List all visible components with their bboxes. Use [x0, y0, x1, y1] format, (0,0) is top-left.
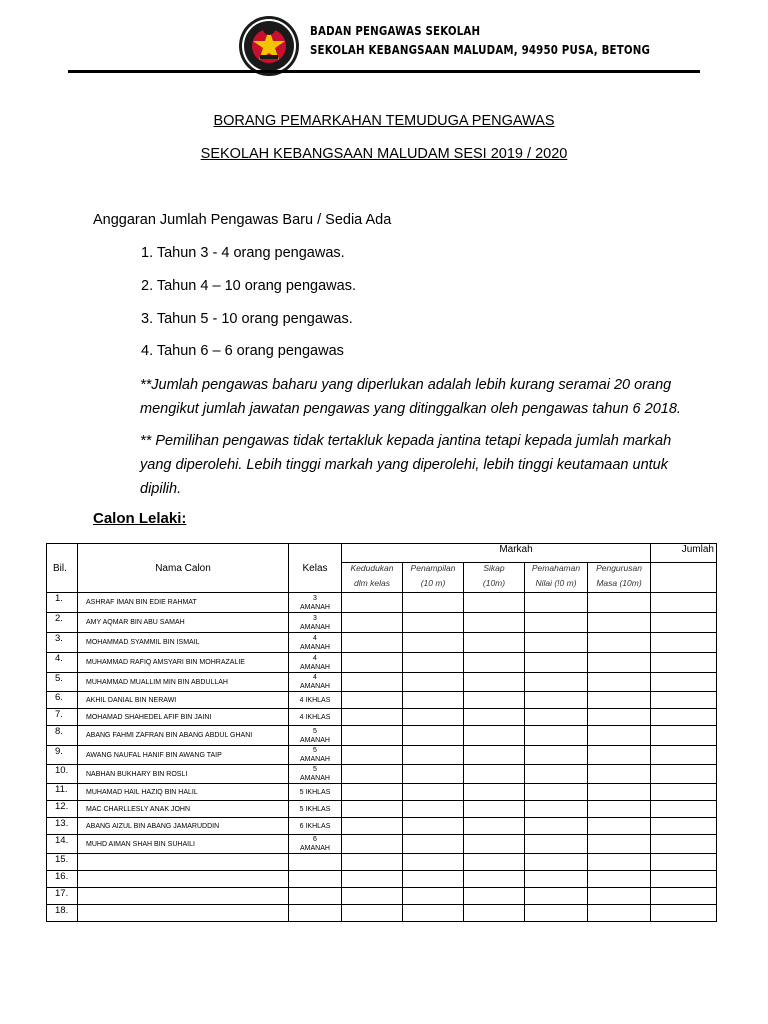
score-cell[interactable]: [464, 746, 525, 765]
row-kelas: [289, 613, 342, 633]
score-cell[interactable]: [464, 765, 525, 784]
score-cell[interactable]: [588, 871, 651, 888]
score-cell[interactable]: [525, 905, 588, 922]
score-cell[interactable]: [342, 653, 403, 673]
sub-pengurusan: Pengurusan: [588, 563, 651, 578]
score-cell[interactable]: [403, 692, 464, 709]
row-kelas: [289, 709, 342, 726]
score-cell[interactable]: [403, 888, 464, 905]
kelas-line-1: 4 IKHLAS: [299, 696, 331, 704]
table-row: [47, 653, 717, 673]
score-cell[interactable]: [525, 888, 588, 905]
score-cell[interactable]: [342, 871, 403, 888]
score-cell[interactable]: [651, 726, 717, 746]
sub-pengurusan-2: Masa (10m): [588, 578, 651, 593]
score-cell[interactable]: [342, 692, 403, 709]
jumlah-blank: [651, 563, 717, 593]
kelas-line-2: AMANAH: [300, 756, 330, 763]
score-cell[interactable]: [464, 854, 525, 871]
table-row: [47, 746, 717, 765]
score-cell[interactable]: [342, 854, 403, 871]
kelas-line-2: AMANAH: [300, 663, 330, 671]
score-cell[interactable]: [464, 726, 525, 746]
score-cell[interactable]: [403, 673, 464, 692]
score-cell[interactable]: [403, 746, 464, 765]
score-cell[interactable]: [588, 709, 651, 726]
intro-text: Anggaran Jumlah Pengawas Baru / Sedia Ada: [93, 212, 392, 228]
row-bil: 2.: [47, 613, 78, 633]
score-cell[interactable]: [464, 784, 525, 801]
row-bil: 10.: [47, 765, 78, 784]
kelas-line-1: 5 IKHLAS: [299, 805, 331, 813]
score-cell[interactable]: [525, 746, 588, 765]
score-cell[interactable]: [403, 726, 464, 746]
kelas-line-1: 4 IKHLAS: [299, 713, 331, 721]
table-row: [47, 709, 717, 726]
score-cell[interactable]: [525, 692, 588, 709]
score-cell[interactable]: [464, 709, 525, 726]
kelas-line-1: 5: [313, 747, 317, 754]
row-bil: 15.: [47, 854, 78, 871]
score-cell[interactable]: [651, 613, 717, 633]
score-cell[interactable]: [403, 633, 464, 653]
kelas-line-1: 4: [313, 634, 317, 642]
header-bil: Bil.: [47, 544, 78, 593]
row-bil: 12.: [47, 801, 78, 818]
row-nama: [78, 854, 289, 871]
table-row: [47, 801, 717, 818]
row-nama: ABANG AIZUL BIN ABANG JAMARUDDIN: [78, 818, 289, 835]
row-kelas: [289, 854, 342, 871]
score-cell[interactable]: [342, 673, 403, 692]
scoring-table: [46, 543, 717, 922]
table-row: [47, 593, 717, 613]
score-cell[interactable]: [651, 673, 717, 692]
row-bil: 7.: [47, 709, 78, 726]
row-kelas: [289, 835, 342, 854]
kelas-line-1: 5: [313, 727, 317, 735]
score-cell[interactable]: [525, 854, 588, 871]
score-cell[interactable]: [403, 871, 464, 888]
score-cell[interactable]: [588, 854, 651, 871]
score-cell[interactable]: [651, 784, 717, 801]
score-cell[interactable]: [342, 726, 403, 746]
row-kelas: [289, 801, 342, 818]
score-cell[interactable]: [588, 653, 651, 673]
row-kelas: [289, 818, 342, 835]
score-cell[interactable]: [403, 784, 464, 801]
row-bil: 11.: [47, 784, 78, 801]
row-bil: 9.: [47, 746, 78, 765]
row-kelas: [289, 593, 342, 613]
row-kelas: [289, 888, 342, 905]
score-cell[interactable]: [651, 633, 717, 653]
row-bil: 18.: [47, 905, 78, 922]
kelas-line-1: 5: [313, 766, 317, 773]
score-cell[interactable]: [464, 871, 525, 888]
row-bil: 1.: [47, 593, 78, 613]
score-cell[interactable]: [588, 613, 651, 633]
list-item: 4. Tahun 6 – 6 orang pengawas: [141, 343, 344, 359]
score-cell[interactable]: [464, 801, 525, 818]
form-subtitle: SEKOLAH KEBANGSAAN MALUDAM SESI 2019 / 2020: [200, 146, 568, 162]
score-cell[interactable]: [588, 673, 651, 692]
score-cell[interactable]: [525, 801, 588, 818]
score-cell[interactable]: [588, 801, 651, 818]
score-cell[interactable]: [342, 765, 403, 784]
score-cell[interactable]: [525, 709, 588, 726]
table-row: [47, 633, 717, 653]
sub-pemahaman-2: Nilai (!0 m): [525, 578, 588, 593]
score-cell[interactable]: [403, 765, 464, 784]
score-cell[interactable]: [525, 653, 588, 673]
score-cell[interactable]: [403, 593, 464, 613]
score-cell[interactable]: [588, 888, 651, 905]
score-cell[interactable]: [342, 746, 403, 765]
row-kelas: [289, 784, 342, 801]
row-kelas: [289, 673, 342, 692]
sub-penampilan: Penampilan: [403, 563, 464, 578]
sub-sikap-2: (10m): [464, 578, 525, 593]
score-cell[interactable]: [651, 818, 717, 835]
sub-sikap: Sikap: [464, 563, 525, 578]
table-row: [47, 692, 717, 709]
score-cell[interactable]: [403, 854, 464, 871]
score-cell[interactable]: [525, 593, 588, 613]
row-bil: 8.: [47, 726, 78, 746]
row-bil: 13.: [47, 818, 78, 835]
row-nama: MUHD AIMAN SHAH BIN SUHAILI: [78, 835, 289, 854]
score-cell[interactable]: [525, 633, 588, 653]
row-kelas: [289, 746, 342, 765]
table-row: [47, 613, 717, 633]
score-cell[interactable]: [342, 709, 403, 726]
score-cell[interactable]: [588, 593, 651, 613]
row-bil: 4.: [47, 653, 78, 673]
header-nama: Nama Calon: [78, 544, 289, 593]
kelas-line-2: AMANAH: [300, 845, 330, 852]
score-cell[interactable]: [525, 818, 588, 835]
row-bil: 5.: [47, 673, 78, 692]
row-bil: 6.: [47, 692, 78, 709]
kelas-line-2: AMANAH: [300, 603, 330, 611]
score-cell[interactable]: [403, 905, 464, 922]
score-cell[interactable]: [464, 633, 525, 653]
row-bil: 3.: [47, 633, 78, 653]
row-kelas: [289, 905, 342, 922]
org-line-1: BADAN PENGAWAS SEKOLAH: [310, 23, 481, 38]
table-row: [47, 673, 717, 692]
score-cell[interactable]: [588, 835, 651, 854]
score-cell[interactable]: [651, 854, 717, 871]
score-cell[interactable]: [464, 835, 525, 854]
score-cell[interactable]: [464, 818, 525, 835]
score-cell[interactable]: [588, 633, 651, 653]
table-row: [47, 818, 717, 835]
score-cell[interactable]: [342, 593, 403, 613]
kelas-line-1: 4: [313, 674, 317, 681]
row-kelas: [289, 653, 342, 673]
score-cell[interactable]: [651, 871, 717, 888]
score-cell[interactable]: [403, 818, 464, 835]
table-row: [47, 784, 717, 801]
school-crest-logo: [238, 15, 300, 77]
score-cell[interactable]: [588, 726, 651, 746]
table-header-row: [47, 544, 717, 563]
score-cell[interactable]: [342, 835, 403, 854]
score-cell[interactable]: [525, 784, 588, 801]
score-cell[interactable]: [464, 888, 525, 905]
row-nama: MUHAMAD HAIL HAZIQ BIN HALIL: [78, 784, 289, 801]
row-nama: NABHAN BUKHARY BIN ROSLI: [78, 765, 289, 784]
row-bil: 16.: [47, 871, 78, 888]
header-markah: Markah: [342, 544, 651, 563]
row-nama: MUHAMMAD MUALLIM MIN BIN ABDULLAH: [78, 673, 289, 692]
school-name-block: [310, 21, 650, 59]
table-row: [47, 871, 717, 888]
row-nama: AMY AQMAR BIN ABU SAMAH: [78, 613, 289, 633]
row-nama: [78, 905, 289, 922]
row-kelas: [289, 633, 342, 653]
table-row: [47, 726, 717, 746]
score-cell[interactable]: [464, 613, 525, 633]
score-cell[interactable]: [525, 765, 588, 784]
score-cell[interactable]: [464, 905, 525, 922]
score-cell[interactable]: [464, 692, 525, 709]
table-row: [47, 905, 717, 922]
sub-penampilan-2: (10 m): [403, 578, 464, 593]
score-cell[interactable]: [588, 765, 651, 784]
note-paragraph: **Jumlah pengawas baharu yang diperlukan adalah lebih kurang seramai 20 orang mengikut jumlah jawatan pengawas yang ditinggalkan oleh pengawas tahun 6 2018.: [140, 377, 681, 417]
score-cell[interactable]: [651, 746, 717, 765]
header-rule: [68, 70, 700, 73]
score-cell[interactable]: [588, 818, 651, 835]
list-item: 2. Tahun 4 – 10 orang pengawas.: [141, 278, 356, 294]
score-cell[interactable]: [403, 613, 464, 633]
kelas-line-1: 5 IKHLAS: [299, 788, 331, 796]
kelas-line-1: 6: [313, 836, 317, 843]
score-cell[interactable]: [403, 801, 464, 818]
row-nama: MUHAMMAD RAFIQ AMSYARI BIN MOHRAZALIE: [78, 653, 289, 673]
header-jumlah: Jumlah: [651, 544, 717, 563]
score-cell[interactable]: [651, 593, 717, 613]
sub-pemahaman: Pemahaman: [525, 563, 588, 578]
score-cell[interactable]: [588, 746, 651, 765]
score-cell[interactable]: [342, 784, 403, 801]
score-cell[interactable]: [403, 835, 464, 854]
note-paragraph: ** Pemilihan pengawas tidak tertakluk kepada jantina tetapi kepada jumlah markah yang diperolehi. Lebih tinggi markah yang diperolehi, lebih tinggi keutamaan untuk dipilih.: [140, 433, 672, 497]
score-cell[interactable]: [342, 818, 403, 835]
score-cell[interactable]: [342, 633, 403, 653]
score-cell[interactable]: [342, 613, 403, 633]
table-row: [47, 854, 717, 871]
row-kelas: [289, 871, 342, 888]
score-cell[interactable]: [525, 726, 588, 746]
kelas-line-2: AMANAH: [300, 643, 330, 651]
row-bil: 17.: [47, 888, 78, 905]
kelas-line-2: AMANAH: [300, 683, 330, 690]
score-cell[interactable]: [464, 593, 525, 613]
score-cell[interactable]: [651, 801, 717, 818]
kelas-line-1: 3: [313, 614, 317, 622]
org-line-2: SEKOLAH KEBANGSAAN MALUDAM, 94950 PUSA, BETONG: [310, 42, 651, 57]
kelas-line-2: AMANAH: [300, 775, 330, 782]
row-nama: MAC CHARLLESLY ANAK JOHN: [78, 801, 289, 818]
row-nama: [78, 888, 289, 905]
form-title: BORANG PEMARKAHAN TEMUDUGA PENGAWAS: [213, 113, 555, 129]
row-kelas: [289, 692, 342, 709]
table-row: [47, 835, 717, 854]
score-cell[interactable]: [651, 653, 717, 673]
score-cell[interactable]: [525, 871, 588, 888]
row-nama: MOHAMAD SHAHEDEL AFIF BIN JAINI: [78, 709, 289, 726]
row-nama: AWANG NAUFAL HANIF BIN AWANG TAIP: [78, 746, 289, 765]
score-cell[interactable]: [651, 709, 717, 726]
score-cell[interactable]: [651, 692, 717, 709]
row-kelas: [289, 765, 342, 784]
header-kelas: Kelas: [289, 544, 342, 593]
score-cell[interactable]: [588, 905, 651, 922]
list-item: 3. Tahun 5 - 10 orang pengawas.: [141, 311, 353, 327]
row-nama: ASHRAF IMAN BIN EDIE RAHMAT: [78, 593, 289, 613]
score-cell[interactable]: [403, 709, 464, 726]
score-cell[interactable]: [464, 673, 525, 692]
score-cell[interactable]: [342, 905, 403, 922]
score-cell[interactable]: [651, 905, 717, 922]
score-cell[interactable]: [342, 888, 403, 905]
sub-kedudukan-2: dlm kelas: [342, 578, 403, 593]
kelas-line-2: AMANAH: [300, 736, 330, 744]
score-cell[interactable]: [651, 765, 717, 784]
row-bil: 14.: [47, 835, 78, 854]
score-cell[interactable]: [588, 784, 651, 801]
score-cell[interactable]: [464, 653, 525, 673]
kelas-line-2: AMANAH: [300, 623, 330, 631]
section-heading: Calon Lelaki:: [93, 510, 187, 527]
score-cell[interactable]: [651, 888, 717, 905]
table-row: [47, 888, 717, 905]
list-item: 1. Tahun 3 - 4 orang pengawas.: [141, 245, 345, 261]
score-cell[interactable]: [651, 835, 717, 854]
score-cell[interactable]: [403, 653, 464, 673]
kelas-line-1: 4: [313, 654, 317, 662]
sub-kedudukan: Kedudukan: [342, 563, 403, 578]
table-row: [47, 765, 717, 784]
row-nama: MOHAMMAD SYAMMIL BIN ISMAIL: [78, 633, 289, 653]
row-kelas: [289, 726, 342, 746]
score-cell[interactable]: [342, 801, 403, 818]
kelas-line-1: 6 IKHLAS: [299, 822, 331, 830]
score-cell[interactable]: [525, 613, 588, 633]
score-cell[interactable]: [525, 673, 588, 692]
score-cell[interactable]: [525, 835, 588, 854]
score-cell[interactable]: [588, 692, 651, 709]
kelas-line-1: 3: [313, 594, 317, 602]
table-body: [47, 593, 717, 922]
row-nama: ABANG FAHMI ZAFRAN BIN ABANG ABDUL GHANI: [78, 726, 289, 746]
row-nama: [78, 871, 289, 888]
row-nama: AKHIL DANIAL BIN NERAWI: [78, 692, 289, 709]
